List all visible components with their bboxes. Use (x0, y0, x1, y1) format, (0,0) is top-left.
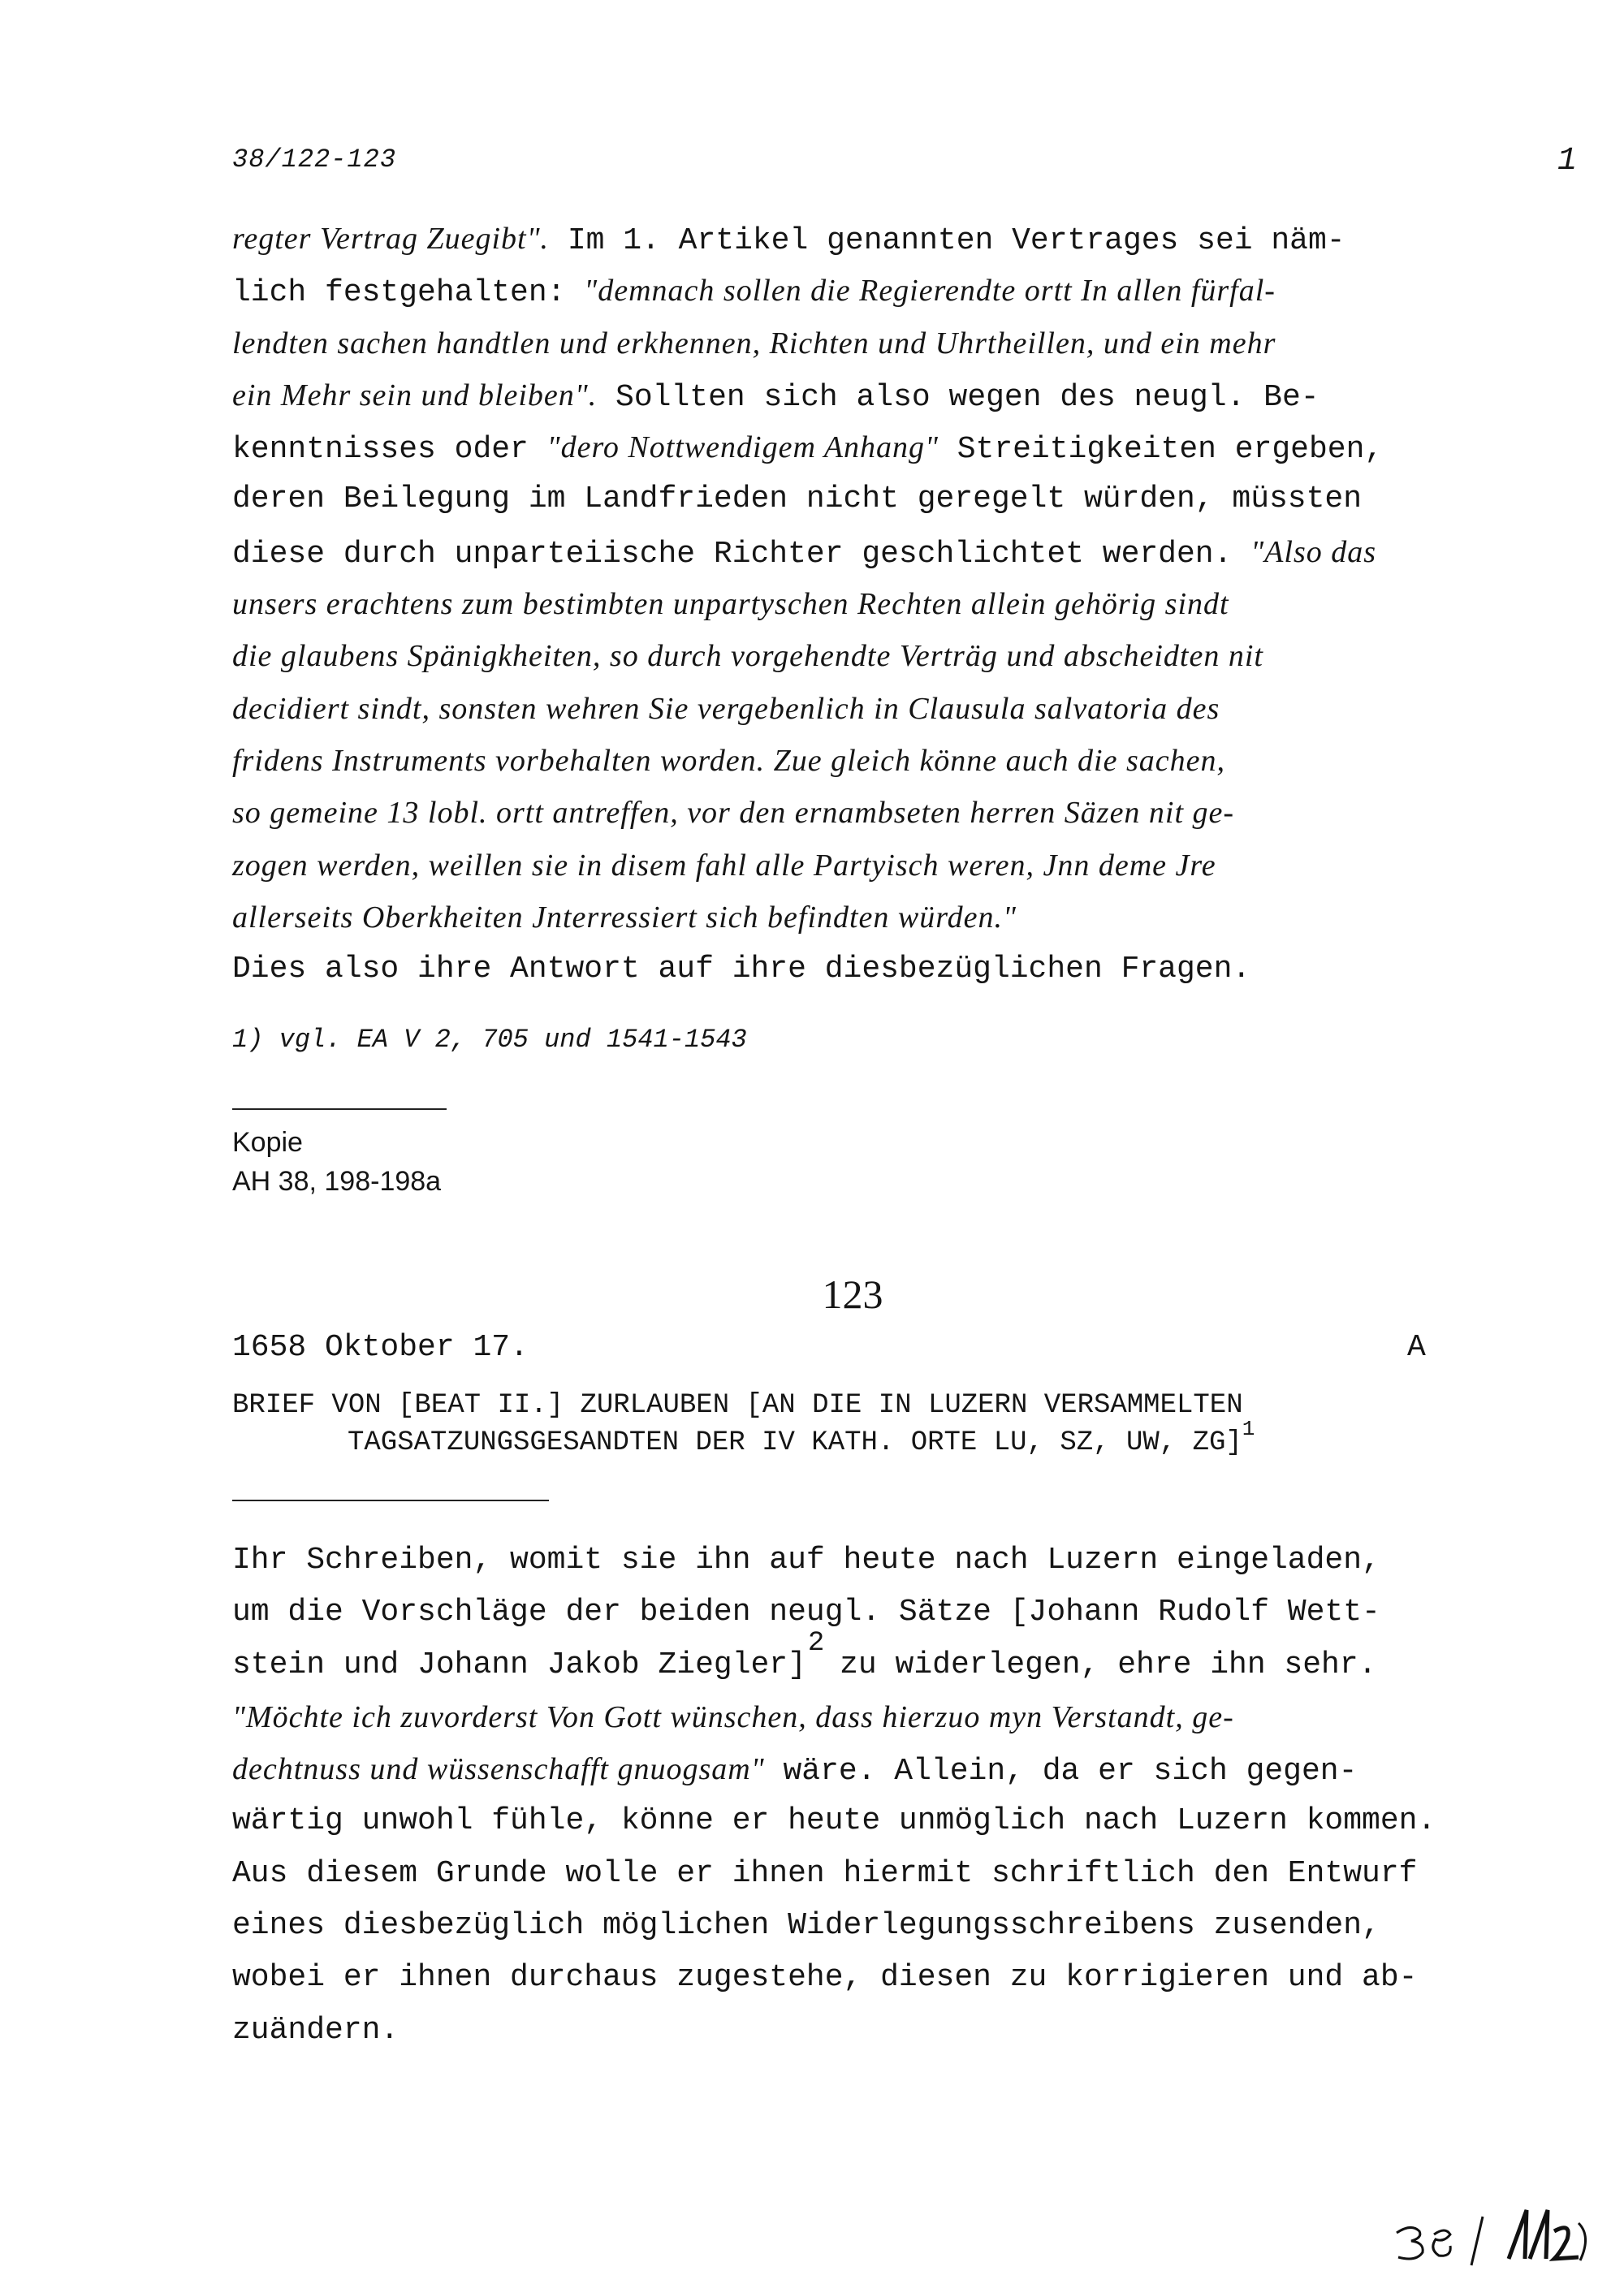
summary-text: Dies also ihre Antwort auf ihre diesbezüglichen Fragen. (232, 952, 1251, 987)
footnote-divider (232, 1108, 447, 1110)
footnote-ref: 2 (807, 1627, 825, 1659)
summary-text: zuändern. (232, 2012, 400, 2048)
summary-text: wärtig unwohl fühle, könne er heute unmöglich nach Luzern kommen. (232, 1803, 1436, 1839)
source-type: Kopie (232, 1127, 303, 1158)
quoted-source-text: regter Vertrag Zuegibt". (232, 222, 550, 256)
quoted-source-text: allerseits Oberkheiten Jnterressiert sich befindten würden." (232, 900, 1017, 935)
previous-text-line (232, 840, 1515, 892)
document-body-text (232, 1535, 1515, 2057)
body-text-line (232, 1795, 1515, 1847)
heading-line-2-text: TAGSATZUNGSGESANDTEN DER IV KATH. ORTE LU, SZ, UW, ZG] (348, 1427, 1242, 1458)
document-date: 1658 Oktober 17. (232, 1330, 529, 1365)
quoted-source-text: "Also das (1250, 534, 1377, 569)
quoted-source-text: unsers erachtens zum bestimbten unpartyschen Rechten allein gehörig sindt (232, 587, 1229, 622)
summary-text: kenntnisses oder (232, 432, 547, 468)
previous-text-line (232, 369, 1515, 421)
summary-text: wäre. Allein, da er sich gegen- (764, 1754, 1358, 1790)
document-heading (232, 1387, 1255, 1462)
heading-line-1: BRIEF VON [BEAT II.] ZURLAUBEN [AN DIE IN LUZERN VERSAMMELTEN (232, 1390, 1243, 1421)
quoted-source-text: fridens Instruments vorbehalten worden. Zue gleich könne auch die sachen, (232, 743, 1225, 778)
corner-mark: 1 (1557, 143, 1578, 179)
summary-text: zu widerlegen, ehre ihn sehr. (821, 1647, 1377, 1682)
quoted-source-text: "dero Nottwendigem Anhang" (546, 430, 939, 465)
quoted-source-text: ein Mehr sein und bleiben". (232, 378, 598, 412)
previous-text-line (232, 943, 1515, 995)
heading-line-2 (232, 1417, 1255, 1462)
summary-text: wobei er ihnen durchaus zugestehe, diesen zu korrigieren und ab- (232, 1960, 1418, 1996)
page-reference: 38/122-123 (232, 145, 397, 175)
body-text-line (232, 1900, 1515, 1952)
quoted-source-text: decidiert sindt, sonsten wehren Sie vergebenlich in Clausula salvatoria des (232, 691, 1220, 726)
previous-text-line (232, 630, 1515, 682)
summary-text: stein und Johann Jakob Ziegler] (232, 1647, 806, 1682)
summary-text: deren Beilegung im Landfrieden nicht geregelt würden, müssten (232, 481, 1363, 517)
handwritten-folio-note (1387, 2192, 1598, 2267)
quoted-source-text: "demnach sollen die Regierendte ortt In allen fürfal- (584, 274, 1276, 309)
footnote: 1) vgl. EA V 2, 705 und 1541-1543 (232, 1025, 747, 1055)
previous-text-line (232, 683, 1515, 735)
summary-text: Aus diesem Grunde wolle er ihnen hiermit schriftlich den Entwurf (232, 1855, 1418, 1891)
previous-text-line (232, 421, 1515, 473)
body-text-line (232, 1587, 1515, 1638)
previous-text-line (232, 787, 1515, 839)
body-text-line (232, 1627, 1515, 1691)
summary-text: Sollten sich also wegen des neugl. Be- (597, 379, 1320, 415)
previous-document-text (232, 213, 1515, 995)
source-note (232, 1123, 441, 1201)
heading-footnote-ref: 1 (1242, 1417, 1255, 1441)
quoted-source-text: lendten sachen handtlen und erkhennen, Richten und Uhrtheillen, und ein mehr (232, 326, 1276, 361)
previous-text-line (232, 473, 1515, 525)
summary-text: lich festgehalten: (232, 275, 585, 311)
source-archive: AH 38, 198-198a (232, 1166, 442, 1197)
body-text-line (232, 1743, 1515, 1795)
document-number: 123 (822, 1272, 883, 1317)
quoted-source-text: die glaubens Spänigkheiten, so durch vorgehendte Verträg und abscheidten nit (232, 639, 1263, 674)
body-text-line (232, 1952, 1515, 2004)
summary-text: Im 1. Artikel genannten Vertrages sei näm- (549, 223, 1345, 258)
previous-text-line (232, 735, 1515, 787)
summary-text: eines diesbezüglich möglichen Widerlegungsschreibens zusenden, (232, 1908, 1380, 1944)
summary-text: Streitigkeiten ergeben, (938, 432, 1384, 468)
quoted-source-text: so gemeine 13 lobl. ortt antreffen, vor den ernambseten herren Säzen nit ge- (232, 796, 1235, 831)
body-text-line (232, 1535, 1515, 1587)
heading-divider (232, 1500, 549, 1501)
quoted-source-text: "Möchte ich zuvorderst Von Gott wünschen, dass hierzuo myn Verstandt, ge- (232, 1699, 1234, 1734)
previous-text-line (232, 526, 1515, 578)
body-text-line (232, 2005, 1515, 2057)
summary-text: diese durch unparteiische Richter geschlichtet werden. (232, 536, 1251, 572)
previous-text-line (232, 213, 1515, 265)
previous-text-line (232, 578, 1515, 630)
summary-text: Ihr Schreiben, womit sie ihn auf heute nach Luzern eingeladen, (232, 1543, 1380, 1578)
quoted-source-text: dechtnuss und wüssenschafft gnuogsam" (232, 1752, 765, 1787)
previous-text-line (232, 317, 1515, 369)
body-text-line (232, 1848, 1515, 1900)
body-text-line (232, 1691, 1515, 1743)
previous-text-line (232, 892, 1515, 943)
quoted-source-text: zogen werden, weillen sie in disem fahl alle Partyisch weren, Jnn deme Jre (232, 848, 1216, 883)
document-letter: A (1407, 1330, 1426, 1365)
previous-text-line (232, 265, 1515, 317)
summary-text: um die Vorschläge der beiden neugl. Sätze [Johann Rudolf Wett- (232, 1595, 1380, 1630)
